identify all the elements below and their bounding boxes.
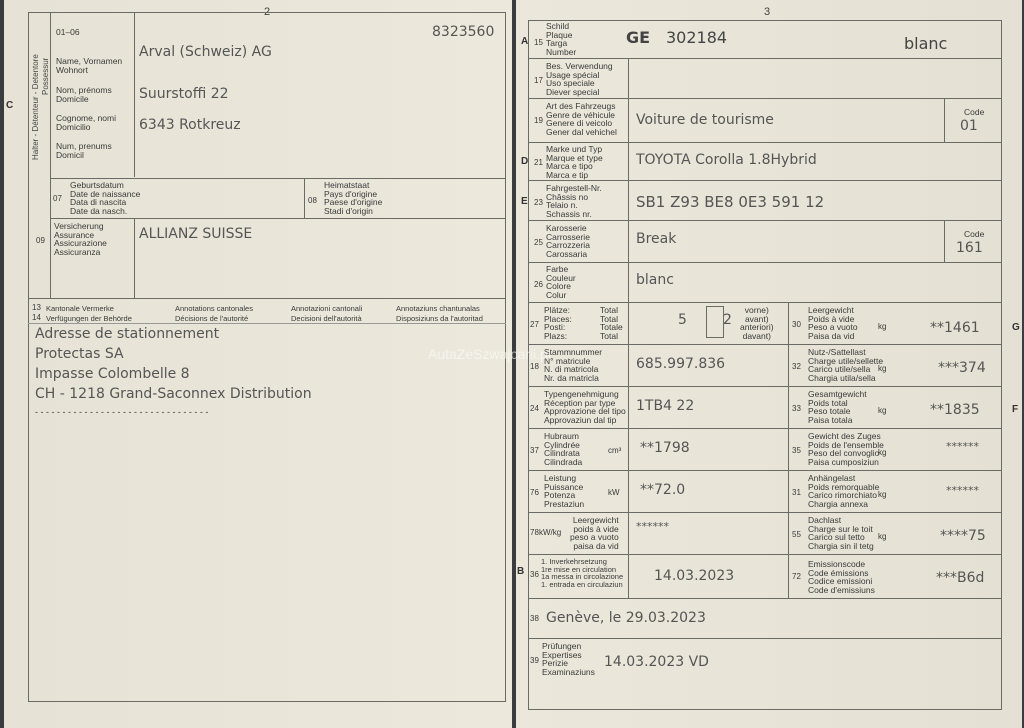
divider — [304, 178, 305, 218]
cantonal-line-1: Adresse de stationnement — [35, 326, 220, 342]
payload-value: ***374 — [938, 360, 986, 376]
field-13-number: 13 — [32, 303, 41, 312]
issue-place-date: Genève, le 29.03.2023 — [546, 610, 706, 626]
page-number-right: 3 — [764, 6, 771, 18]
make-model-label: Marke und Typ Marque et type Marca e tipo Marca e tip — [546, 144, 603, 180]
divider — [944, 220, 945, 262]
cantonal-line-4: CH - 1218 Grand-Saconnex Distribution — [35, 386, 312, 402]
divider — [28, 298, 506, 299]
watermark: AutaZeSzwajcarii.pl — [428, 346, 551, 362]
field-78-number: 78 — [530, 528, 539, 537]
body-code-label: Code — [964, 229, 985, 239]
field-39-number: 39 — [530, 656, 539, 665]
trailer-load-value: ****** — [946, 484, 979, 497]
field-33-number: 33 — [792, 404, 801, 413]
field-18-number: 18 — [530, 362, 539, 371]
train-weight-value: ****** — [946, 440, 979, 453]
insurance-label: Versicherung Assurance Assicurazione Assicuranza — [54, 221, 107, 257]
matricule-label: Stammnummer N° matricule N. di matricola Nr. da matricla — [544, 347, 603, 383]
color-value: blanc — [636, 272, 674, 288]
field-76-number: 76 — [530, 488, 539, 497]
divider — [50, 12, 51, 298]
field-35-number: 35 — [792, 446, 801, 455]
holder-name: Arval (Schweiz) AG — [139, 44, 272, 60]
field-38-number: 38 — [530, 614, 539, 623]
divider — [528, 386, 1002, 387]
trailer-load-label: Anhängelast Poids remorquable Carico rimorchiato Chargia annexa — [808, 473, 880, 509]
special-use-label: Bes. Verwendung Usage spécial Uso speciale Diever special — [546, 61, 613, 97]
total-weight-unit: kg — [878, 406, 887, 415]
cantonal-fr-2: Décisions de l'autorité — [175, 314, 249, 323]
inspection-value: 14.03.2023 VD — [604, 654, 709, 670]
roof-load-unit: kg — [878, 532, 887, 541]
holder-vertical-label: Halter - Détenteur - Detentore — [31, 54, 40, 160]
divider — [528, 470, 1002, 471]
field-25-number: 25 — [534, 238, 543, 247]
letter-g: G — [1012, 322, 1020, 333]
field-09-number: 09 — [36, 236, 45, 245]
color-label: Farbe Couleur Colore Colur — [546, 264, 576, 300]
divider — [628, 58, 629, 598]
divider — [528, 302, 1002, 303]
insurance-value: ALLIANZ SUISSE — [139, 226, 253, 242]
field-37-number: 37 — [530, 446, 539, 455]
body-value: Break — [636, 231, 677, 247]
field-23-number: 23 — [534, 198, 543, 207]
roof-load-label: Dachlast Charge sur le toit Carico sul tetto Chargia sin il tetg — [808, 515, 874, 551]
cantonal-line-2: Protectas SA — [35, 346, 124, 362]
field-21-number: 21 — [534, 158, 543, 167]
seats-total: 5 — [678, 312, 687, 328]
code-label: Code — [964, 107, 985, 117]
emission-code-value: ***B6d — [936, 570, 985, 586]
field-14-number: 14 — [32, 313, 41, 322]
cantonal-de-2: Verfügungen der Behörde — [46, 314, 132, 323]
empty-weight-unit: kg — [878, 322, 887, 331]
divider — [528, 98, 1002, 99]
divider — [528, 428, 1002, 429]
chassis-number: SB1 Z93 BE8 0E3 591 12 — [636, 193, 825, 211]
field-26-number: 26 — [534, 280, 543, 289]
cantonal-rm-1: Annotaziuns chantunalas — [396, 304, 480, 313]
empty-weight-label: Leergewicht Poids à vide Peso a vuoto Paisa da vid — [808, 305, 858, 341]
holder-vertical-label-2: Possessur — [41, 57, 50, 95]
field-07-number: 07 — [53, 194, 62, 203]
vehicle-type-label: Art des Fahrzeugs Genre de véhicule Genere di veicolo Gener dal vehichel — [546, 101, 617, 137]
inspection-label: Prüfungen Expertises Perizie Examinaziuns — [542, 641, 595, 677]
divider — [528, 220, 1002, 221]
num-label: Num, prenums Domicil — [56, 141, 112, 160]
birthdate-label: Geburtsdatum Date de naissance Data di nascita Date da nasch. — [70, 180, 141, 216]
power-value: **72.0 — [640, 482, 686, 498]
field-30-number: 30 — [792, 320, 801, 329]
letter-b: B — [517, 566, 525, 577]
right-page — [516, 0, 1022, 728]
origin-label: Heimatstaat Pays d'origine Paese d'origine Stadi d'origin — [324, 180, 383, 216]
matricule-value: 685.997.836 — [636, 356, 726, 372]
first-registration-date: 14.03.2023 — [654, 568, 735, 584]
train-weight-unit: kg — [878, 448, 887, 457]
power-weight-unit: kW/kg — [539, 528, 562, 537]
plate-color: blanc — [904, 34, 948, 53]
field-17-number: 17 — [534, 76, 543, 85]
power-weight-label: Leergewicht poids à vide peso a vuoto paisa da vid — [570, 515, 619, 551]
cantonal-it-1: Annotazioni cantonali — [291, 304, 363, 313]
field-15-number: 15 — [534, 38, 543, 47]
holder-street: Suurstoffi 22 — [139, 86, 229, 102]
type-approval-label: Typengenehmigung Réception par type Approvazione del tipo Approvaziun dal tip — [544, 389, 626, 425]
vehicle-type-code: 01 — [960, 118, 978, 134]
divider — [50, 178, 506, 179]
left-page — [4, 0, 512, 728]
displacement-value: **1798 — [640, 440, 690, 456]
page-number-left: 2 — [264, 6, 271, 18]
payload-label: Nutz-/Sattellast Charge utile/sellette Carico utile/sella Chargia utila/sella — [808, 347, 884, 383]
field-72-number: 72 — [792, 572, 801, 581]
nom-label: Nom, prénoms Domicile — [56, 85, 112, 104]
field-32-number: 32 — [792, 362, 801, 371]
first-registration-label: 1. Inverkehrsetzung 1re mise en circulation 1a messa in circolazione 1. entrada en circulaziun — [541, 557, 624, 589]
cantonal-it-2: Decisioni dell'autorità — [291, 314, 362, 323]
cognome-label: Cognome, nomi Domicilio — [56, 113, 117, 132]
divider — [50, 218, 506, 219]
divider — [134, 12, 135, 177]
divider — [528, 598, 1002, 599]
field-08-number: 08 — [308, 196, 317, 205]
displacement-label: Hubraum Cylindrée Cilindrata Cilindrada — [544, 431, 583, 467]
front-seats-box — [706, 306, 724, 338]
field-55-number: 55 — [792, 530, 801, 539]
divider — [528, 180, 1002, 181]
cantonal-de-1: Kantonale Vermerke — [46, 304, 114, 313]
field-27-number: 27 — [530, 320, 539, 329]
letter-e: E — [521, 196, 528, 207]
field-01-06: 01–06 — [56, 27, 80, 37]
divider — [528, 262, 1002, 263]
make-model-value: TOYOTA Corolla 1.8Hybrid — [636, 152, 817, 168]
seats-total-label: Total Total Totale Total — [600, 305, 623, 341]
emission-code-label: Emissionscode Code émissions Codice emissioni Code d'emissiuns — [808, 559, 875, 595]
divider — [528, 142, 1002, 143]
letter-f: F — [1012, 404, 1019, 415]
divider — [528, 554, 1002, 555]
divider — [28, 323, 506, 324]
divider — [528, 58, 1002, 59]
chassis-label: Fahrgestell-Nr. Châssis no Telaio n. Schassis nr. — [546, 183, 602, 219]
divider — [788, 302, 789, 598]
displacement-unit: cm³ — [608, 446, 622, 455]
cantonal-fr-1: Annotations cantonales — [175, 304, 253, 313]
power-weight-value: ****** — [636, 520, 669, 533]
seats-front: 2 — [723, 312, 732, 328]
name-label: Name, Vornamen Wohnort — [56, 56, 123, 75]
letter-a: A — [521, 36, 529, 47]
field-19-number: 19 — [534, 116, 543, 125]
plate-canton: GE — [626, 28, 651, 47]
train-weight-label: Gewicht des Zuges Poids de l'ensemble Peso del convoglio Paisa cumposiziun — [808, 431, 884, 467]
divider — [944, 98, 945, 142]
body-label: Karosserie Carrosserie Carrozzeria Carossaria — [546, 223, 590, 259]
divider — [528, 344, 1002, 345]
roof-load-value: ****75 — [940, 528, 986, 544]
field-24-number: 24 — [530, 404, 539, 413]
divider — [528, 638, 1002, 639]
holder-number: 8323560 — [432, 24, 495, 40]
power-unit: kW — [608, 488, 620, 497]
dash-line: - - - - - - - - - - - - - - - - - - - - - - - - - - - - - - - - — [35, 407, 209, 417]
field-36-number: 36 — [530, 570, 539, 579]
letter-d: D — [521, 156, 529, 167]
divider — [528, 512, 1002, 513]
plate-number: 302184 — [666, 28, 728, 47]
trailer-load-unit: kg — [878, 490, 887, 499]
total-weight-value: **1835 — [930, 402, 980, 418]
section-letter-c: C — [6, 100, 14, 111]
body-code: 161 — [956, 240, 983, 256]
field-31-number: 31 — [792, 488, 801, 497]
front-seats-label: vorne) avant) anteriori) davant) — [740, 305, 774, 341]
holder-city: 6343 Rotkreuz — [139, 117, 241, 133]
total-weight-label: Gesamtgewicht Poids total Peso totale Paisa totala — [808, 389, 867, 425]
seats-label: Plätze: Places: Posti: Plazs: — [544, 305, 572, 341]
cantonal-rm-2: Disposiziuns da l'autoritad — [396, 314, 483, 323]
empty-weight-value: **1461 — [930, 320, 980, 336]
power-label: Leistung Puissance Potenza Prestaziun — [544, 473, 585, 509]
type-approval-value: 1TB4 22 — [636, 398, 695, 414]
plate-label: Schild Plaque Targa Number — [546, 21, 577, 57]
vehicle-type-value: Voiture de tourisme — [636, 112, 774, 128]
payload-unit: kg — [878, 364, 887, 373]
divider — [134, 218, 135, 298]
cantonal-line-3: Impasse Colombelle 8 — [35, 366, 190, 382]
